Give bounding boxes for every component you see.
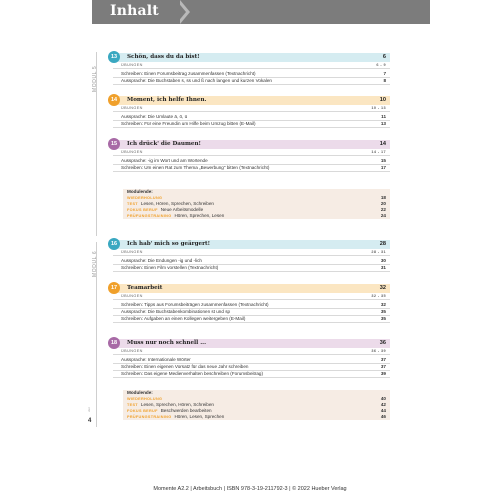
module-label-6: MODUL 6 <box>92 250 98 277</box>
chapter-title: Moment, ich helfe Ihnen. <box>127 97 207 103</box>
toc-entry-text: Aussprache: Die Buchstaben s, ss und ß nach langen und kurzen Vokalen <box>121 78 272 83</box>
module-end-text: Neue Arbeitsmodelle <box>160 207 204 212</box>
toc-entry-text: Schreiben: Einen Film vorstellen (Textnachricht) <box>121 265 219 270</box>
module-end-heading: Modulende: <box>127 390 153 395</box>
chapter-page: 36 <box>379 340 386 346</box>
toc-entry-text: Schreiben: Um einen Rat zum Thema „Bewerbung" bitten (Textnachricht) <box>121 165 270 170</box>
module-end-page: 42 <box>380 402 386 407</box>
toc-entry[interactable] <box>113 371 390 378</box>
module-end-box <box>123 189 390 219</box>
toc-entry-page: 11 <box>381 114 386 119</box>
toc-entry-text: Schreiben: Einen Forumsbeitrag zusammenfassen (Textnachricht) <box>121 71 256 76</box>
chapter-title-row[interactable] <box>110 140 390 149</box>
exercises-row[interactable] <box>113 149 390 156</box>
exercises-row[interactable] <box>113 293 390 300</box>
chapter-title-row[interactable] <box>110 339 390 348</box>
module-end-page: 24 <box>380 213 386 218</box>
module-end-heading: Modulende: <box>127 189 153 194</box>
toc-entry-text: Schreiben: Für eine Freundin um Hilfe beim Umzug bitten (E-Mail) <box>121 121 256 126</box>
module-end-keyword: PRÜFUNGSTRAINING <box>127 415 172 419</box>
toc-entry-page: 28 - 31 <box>371 250 386 254</box>
toc-entry-text: Aussprache: Die Endungen -ig und -lich <box>121 258 202 263</box>
toc-entry-page: 30 <box>380 258 386 263</box>
toc-entry-text: Aussprache: Die Buchstabenkombinationen st und sp <box>121 309 231 314</box>
chapter-title-row[interactable] <box>110 284 390 293</box>
toc-entry[interactable] <box>113 165 390 172</box>
chapter-number-badge: 13 <box>108 51 120 63</box>
module-end-page: 46 <box>380 414 386 419</box>
toc-entry-text: Schreiben: Aufgaben an einen Kollegen weitergeben (E-Mail) <box>121 316 246 321</box>
chapter-page: 14 <box>379 141 386 147</box>
chapter-number-badge: 16 <box>108 238 120 250</box>
page-label: vier <box>87 407 91 412</box>
footer-text: Momente A2.2 | Arbeitsbuch | ISBN 978-3-19-211792-3 | © 2022 Hueber Verlag <box>153 486 347 492</box>
toc-entry-page: 39 <box>380 371 386 376</box>
chapter-section <box>110 96 390 128</box>
chapter-section <box>110 140 390 172</box>
module-end-text: Beschwerden bearbeiten <box>160 408 212 413</box>
module-label-5: MODUL 5 <box>92 65 98 92</box>
chapter-page: 32 <box>379 285 386 291</box>
chapter-title-row[interactable] <box>110 96 390 105</box>
toc-entry-text: ÜBUNGEN <box>121 63 143 67</box>
toc-entry[interactable] <box>113 78 390 85</box>
module-end-keyword: FOKUS BERUF <box>127 409 158 413</box>
toc-entry-page: 13 <box>380 121 386 126</box>
toc-entry-page: 31 <box>380 265 386 270</box>
exercises-row[interactable] <box>113 348 390 355</box>
module-end-keyword: TEST <box>127 403 138 407</box>
toc-entry-text: Aussprache: Die Umlaute ä, ö, ü <box>121 114 188 119</box>
module-end-keyword: WIEDERHOLUNG <box>127 196 163 200</box>
module-end-text: Lesen, Hören, Sprechen, Schreiben <box>140 201 214 206</box>
chapter-section <box>110 240 390 272</box>
chapter-number-badge: 14 <box>108 94 120 106</box>
toc-entry[interactable] <box>113 265 390 272</box>
toc-entry[interactable] <box>113 158 390 165</box>
chapter-title-row[interactable] <box>110 53 390 62</box>
page-number: 4 <box>88 418 92 424</box>
toc-entry-page: 32 <box>380 302 386 307</box>
header-arrow <box>176 0 186 24</box>
toc-entry-page: 37 <box>380 357 386 362</box>
module-end-keyword: FOKUS BERUF <box>127 208 158 212</box>
toc-entry-page: 7 <box>383 71 386 76</box>
chapter-section <box>110 284 390 323</box>
chapter-title: Ich hab' mich so geärgert! <box>127 241 211 247</box>
chapter-page: 28 <box>379 241 386 247</box>
toc-entry[interactable] <box>113 302 390 309</box>
module-end-page: 20 <box>380 201 386 206</box>
toc-entry[interactable] <box>113 364 390 371</box>
module-end-page: 18 <box>380 195 386 200</box>
toc-entry-page: 37 <box>380 364 386 369</box>
toc-entry-page: 10 - 13 <box>371 106 386 110</box>
toc-entry-text: Schreiben: Einen eigenen Vorsatz für das neue Jahr schreiben <box>121 364 249 369</box>
chapter-number-badge: 17 <box>108 282 120 294</box>
chapter-number-badge: 18 <box>108 337 120 349</box>
module-end-page: 40 <box>380 396 386 401</box>
chapter-title-row[interactable] <box>110 240 390 249</box>
toc-entry-page: 8 <box>383 78 386 83</box>
toc-entry-page: 14 - 17 <box>371 150 386 154</box>
module-end-text: Lesen, Sprechen, Hören, Schreiben <box>140 402 214 407</box>
toc-entry-page: 15 <box>380 158 386 163</box>
toc-entry-text: ÜBUNGEN <box>121 106 143 110</box>
toc-entry[interactable] <box>113 71 390 78</box>
module-end-keyword: TEST <box>127 202 138 206</box>
chapter-title: Ich drück' die Daumen! <box>127 141 201 147</box>
module-end-keyword: WIEDERHOLUNG <box>127 397 163 401</box>
module-end-page: 22 <box>380 207 386 212</box>
chapter-number-badge: 15 <box>108 138 120 150</box>
page-title: Inhalt <box>110 3 159 19</box>
module-end-keyword: PRÜFUNGSTRAINING <box>127 214 172 218</box>
chapter-title: Schön, dass du da bist! <box>127 54 200 60</box>
toc-entry-text: ÜBUNGEN <box>121 349 143 353</box>
chapter-title: Muss nur noch schnell ... <box>127 340 207 346</box>
toc-entry[interactable] <box>113 309 390 316</box>
exercises-row[interactable] <box>113 105 390 112</box>
chapter-title: Teamarbeit <box>127 285 163 291</box>
toc-entry-page: 17 <box>380 165 386 170</box>
toc-entry-text: Schreiben: Tipps aus Forumsbeiträgen zusammenfassen (Textnachricht) <box>121 302 269 307</box>
toc-entry-page: 6 - 9 <box>376 63 386 67</box>
toc-entry[interactable] <box>113 114 390 121</box>
chapter-section <box>110 339 390 378</box>
toc-entry-page: 35 <box>380 316 386 321</box>
chapter-page: 10 <box>379 97 386 103</box>
module-end-page: 44 <box>380 408 386 413</box>
toc-entry-text: ÜBUNGEN <box>121 150 143 154</box>
toc-entry-page: 36 - 39 <box>371 349 386 353</box>
toc-entry-text: ÜBUNGEN <box>121 250 143 254</box>
toc-entry[interactable] <box>113 316 390 323</box>
module-end-entry[interactable] <box>123 213 390 219</box>
module-end-text: Hören, Sprechen, Lesen <box>174 213 225 218</box>
module-end-entry[interactable] <box>123 414 390 420</box>
toc-entry[interactable] <box>113 121 390 128</box>
toc-entry-page: 32 - 35 <box>371 294 386 298</box>
toc-entry-text: Aussprache: -ig im Wort und am Wortende <box>121 158 208 163</box>
toc-entry-text: Schreiben: Das eigene Medienverhalten beschreiben (Forumsbeitrag) <box>121 371 263 376</box>
toc-entry-text: Aussprache: Internationale Wörter <box>121 357 191 362</box>
exercises-row[interactable] <box>113 62 390 69</box>
toc-entry-text: ÜBUNGEN <box>121 294 143 298</box>
toc-entry[interactable] <box>113 357 390 364</box>
toc-entry[interactable] <box>113 258 390 265</box>
exercises-row[interactable] <box>113 249 390 256</box>
module-end-text: Hören, Lesen, Sprechen <box>174 414 225 419</box>
chapter-section <box>110 53 390 85</box>
chapter-page: 6 <box>382 54 386 60</box>
module-end-box <box>123 390 390 420</box>
toc-entry-page: 35 <box>380 309 386 314</box>
